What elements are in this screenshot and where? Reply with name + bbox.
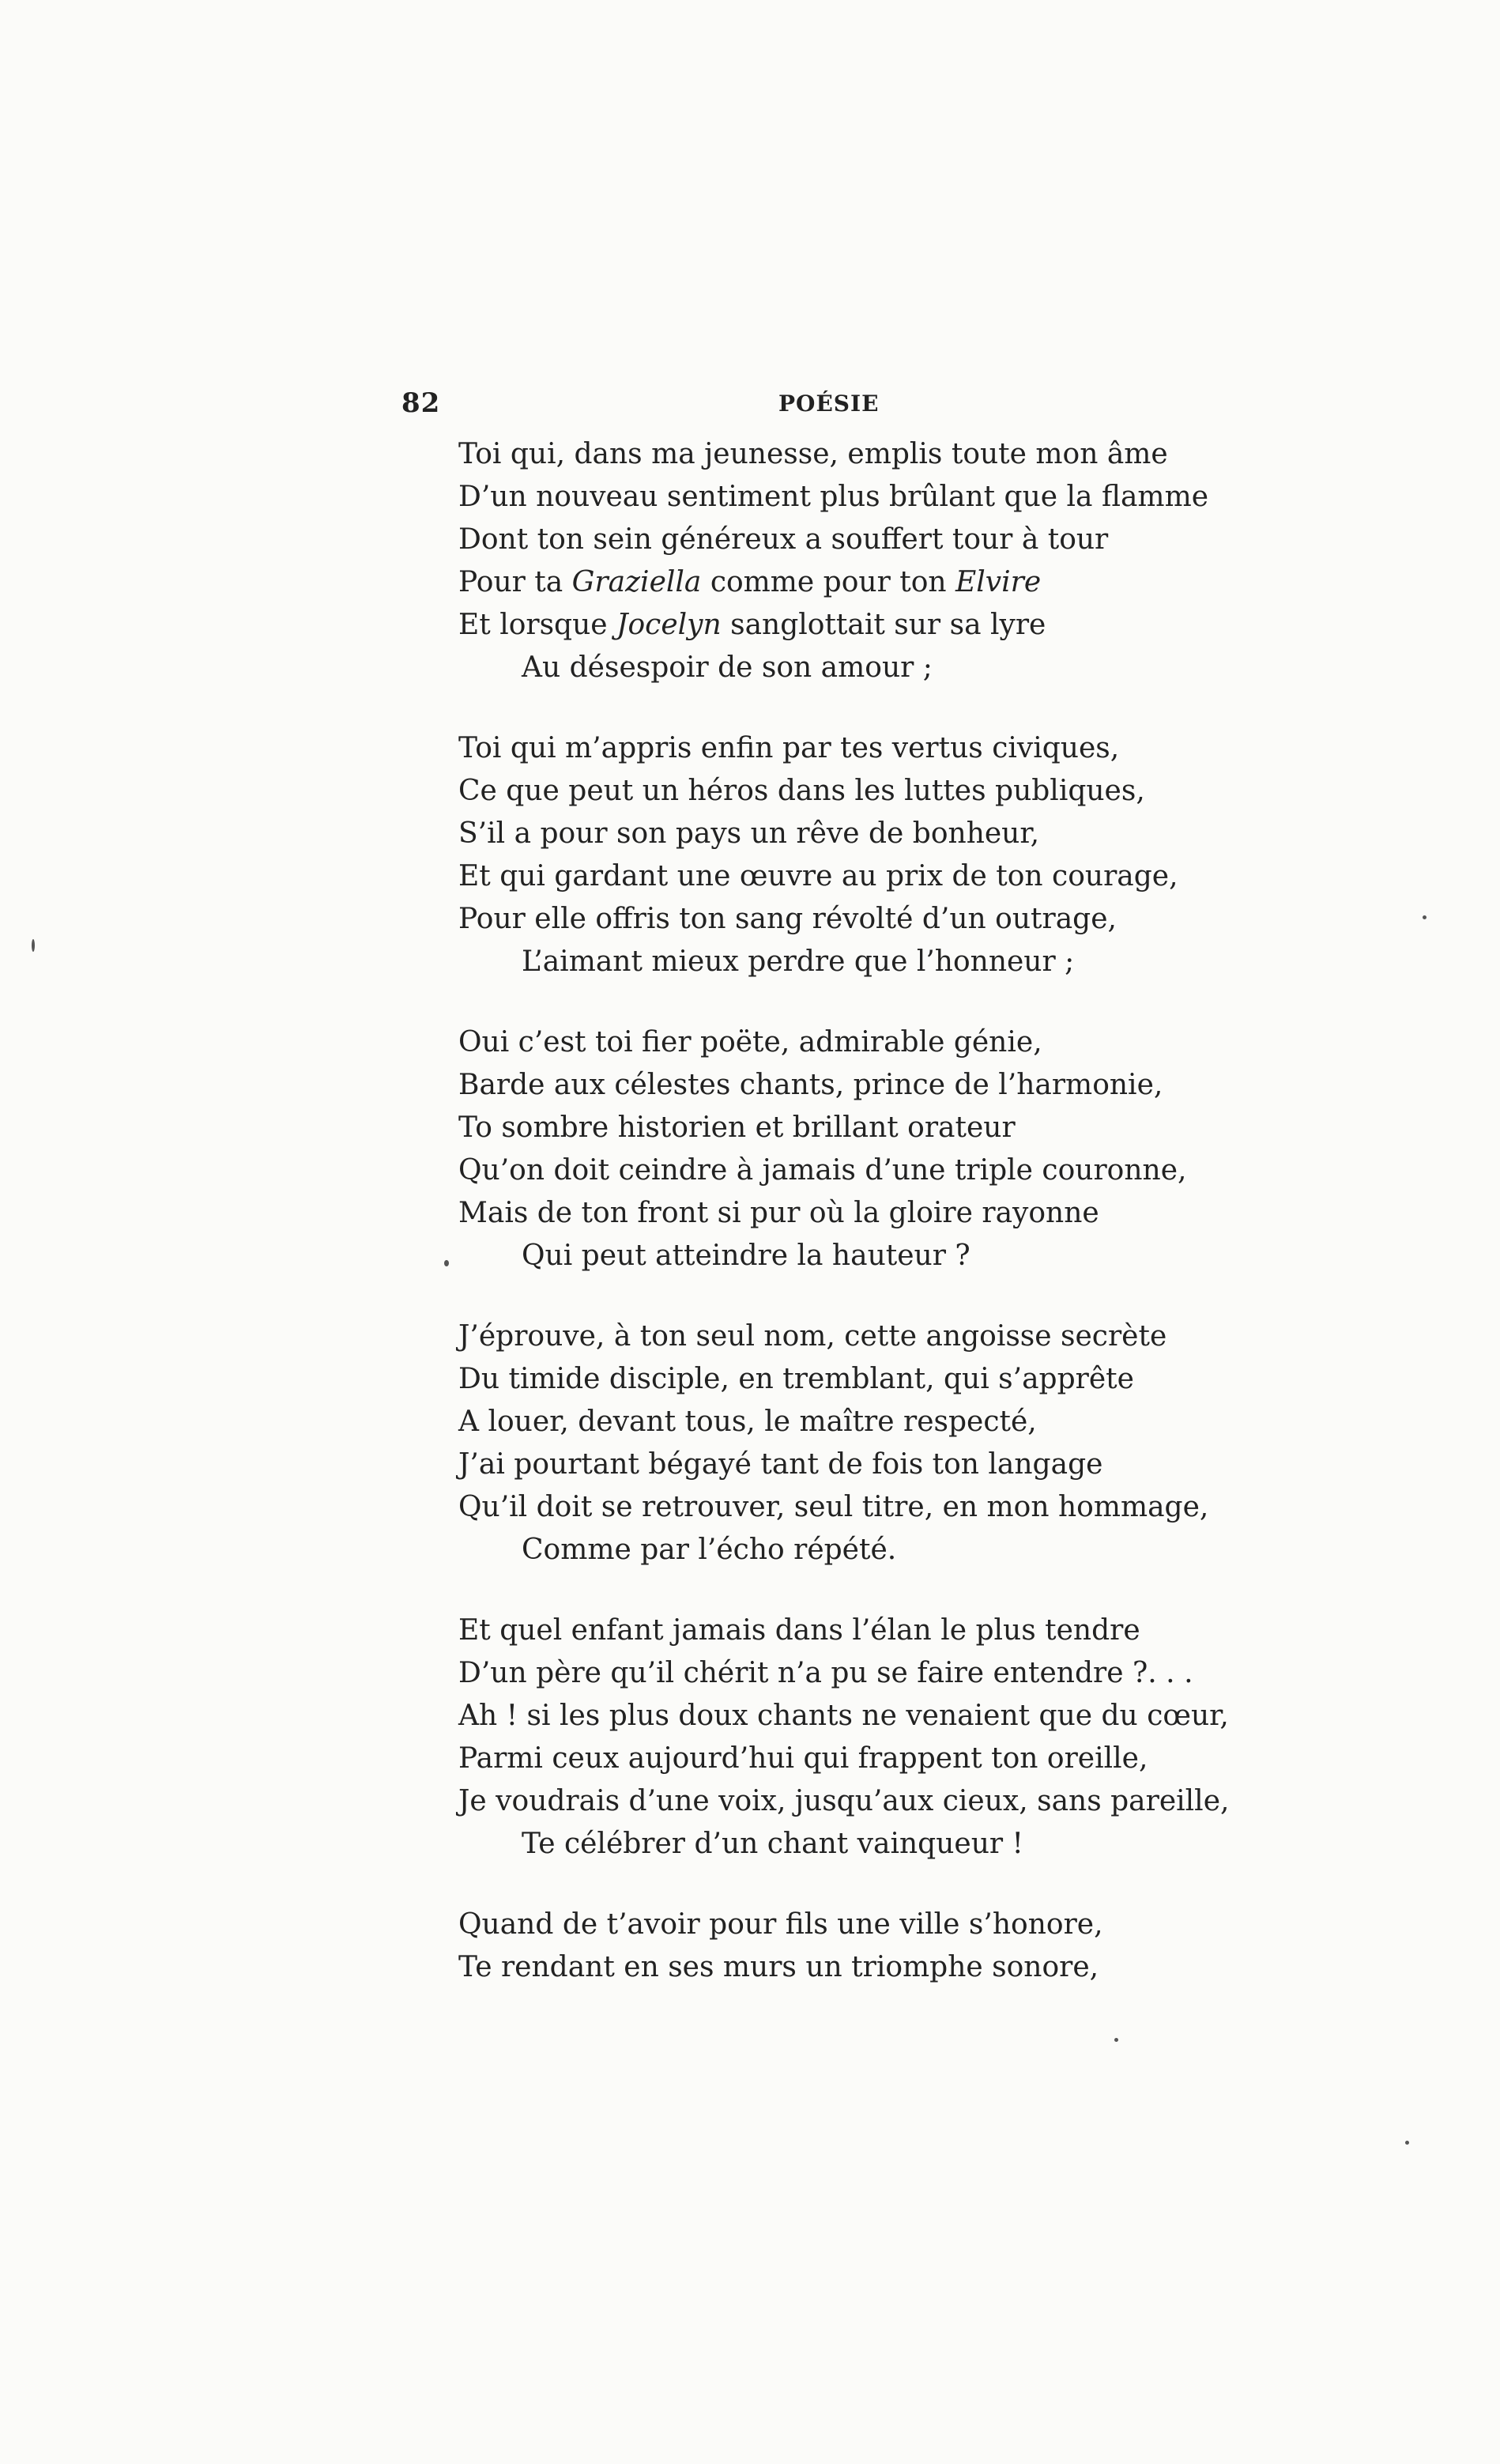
poem-line [458,1401,1288,1443]
line-text: J’éprouve, à ton seul nom, cette angoisse secrète [458,1320,1167,1353]
poem-line [458,1064,1288,1107]
line-text: Comme par l’écho répété. [522,1534,897,1566]
line-text: D’un nouveau sentiment plus brûlant que la flamme [458,481,1209,513]
poem-line [458,1107,1288,1149]
stanza [458,727,1288,983]
line-text: Qui peut atteindre la hauteur ? [522,1240,970,1272]
italic-title: Elvire [955,566,1042,598]
poem-line [458,1529,1288,1572]
running-title: POÉSIE [778,391,880,417]
line-text: Quand de t’avoir pour fils une ville s’honore, [458,1908,1103,1941]
stanza [458,433,1288,689]
print-speck [444,1260,449,1266]
line-text: J’ai pourtant bégayé tant de fois ton langage [458,1448,1103,1481]
line-text: To sombre historien et brillant orateur [458,1111,1016,1144]
stanza [458,1609,1288,1866]
line-text: Oui c’est toi fier poëte, admirable génie, [458,1026,1042,1058]
line-text: Te célébrer d’un chant vainqueur ! [522,1828,1024,1860]
line-text: Du timide disciple, en tremblant, qui s’apprête [458,1363,1134,1395]
print-speck [1114,2038,1118,2042]
poem-line [458,1358,1288,1401]
poem-line [458,1235,1288,1277]
stanza [458,1315,1288,1572]
poem-line [458,1315,1288,1358]
line-text: sanglottait sur sa lyre [721,609,1046,641]
line-text: Toi qui, dans ma jeunesse, emplis toute mon âme [458,438,1168,470]
poem-line [458,476,1288,519]
poem-line [458,561,1288,604]
page-number: 82 [401,387,441,419]
poem-line [458,1192,1288,1235]
poem-line [458,1823,1288,1866]
italic-title: Jocelyn [616,609,722,641]
poem-line [458,647,1288,689]
line-text: Je voudrais d’une voix, jusqu’aux cieux, sans pareille, [458,1785,1230,1817]
poem-line [458,855,1288,898]
stanza [458,1904,1288,1989]
print-speck [1423,915,1427,919]
line-text: D’un père qu’il chérit n’a pu se faire entendre ?. . . [458,1657,1193,1689]
poem-line [458,1780,1288,1823]
line-text: Et lorsque [458,609,617,641]
line-text: Pour elle offris ton sang révolté d’un outrage, [458,903,1117,935]
poem-line [458,433,1288,476]
poem-line [458,727,1288,770]
print-speck [32,939,35,952]
line-text: Parmi ceux aujourd’hui qui frappent ton oreille, [458,1742,1148,1775]
line-text: Barde aux célestes chants, prince de l’harmonie, [458,1069,1163,1101]
poem-line [458,1946,1288,1989]
poem-line [458,1904,1288,1946]
poem-line [458,1695,1288,1738]
line-text: Qu’on doit ceindre à jamais d’une triple couronne, [458,1154,1187,1187]
poem-line [458,1486,1288,1529]
poem-line [458,1738,1288,1780]
line-text: Et qui gardant une œuvre au prix de ton courage, [458,860,1178,892]
italic-title: Graziella [571,566,702,598]
poem-line [458,604,1288,647]
poem-line [458,941,1288,983]
line-text: Ce que peut un héros dans les luttes publiques, [458,775,1145,807]
line-text: comme pour ton [701,566,956,598]
line-text: S’il a pour son pays un rêve de bonheur, [458,817,1040,850]
poem-line [458,898,1288,941]
poem-line [458,813,1288,855]
line-text: Au désespoir de son amour ; [522,651,933,684]
poem-line [458,1021,1288,1064]
poem-line [458,519,1288,561]
poem-body [458,433,1288,2027]
poem-line [458,1443,1288,1486]
line-text: Ah ! si les plus doux chants ne venaient que du cœur, [458,1700,1229,1732]
poem-line [458,770,1288,813]
line-text: L’aimant mieux perdre que l’honneur ; [522,945,1075,978]
line-text: Qu’il doit se retrouver, seul titre, en mon hommage, [458,1491,1209,1523]
line-text: Dont ton sein généreux a souffert tour à tour [458,523,1109,556]
line-text: Te rendant en ses murs un triomphe sonore, [458,1951,1099,1983]
poem-line [458,1609,1288,1652]
print-speck [1405,2141,1409,2145]
line-text: Toi qui m’appris enfin par tes vertus civiques, [458,732,1120,764]
line-text: A louer, devant tous, le maître respecté, [458,1406,1037,1438]
poem-line [458,1652,1288,1695]
line-text: Et quel enfant jamais dans l’élan le plus tendre [458,1614,1140,1647]
line-text: Pour ta [458,566,572,598]
line-text: Mais de ton front si pur où la gloire rayonne [458,1197,1099,1229]
poem-line [458,1149,1288,1192]
stanza [458,1021,1288,1277]
